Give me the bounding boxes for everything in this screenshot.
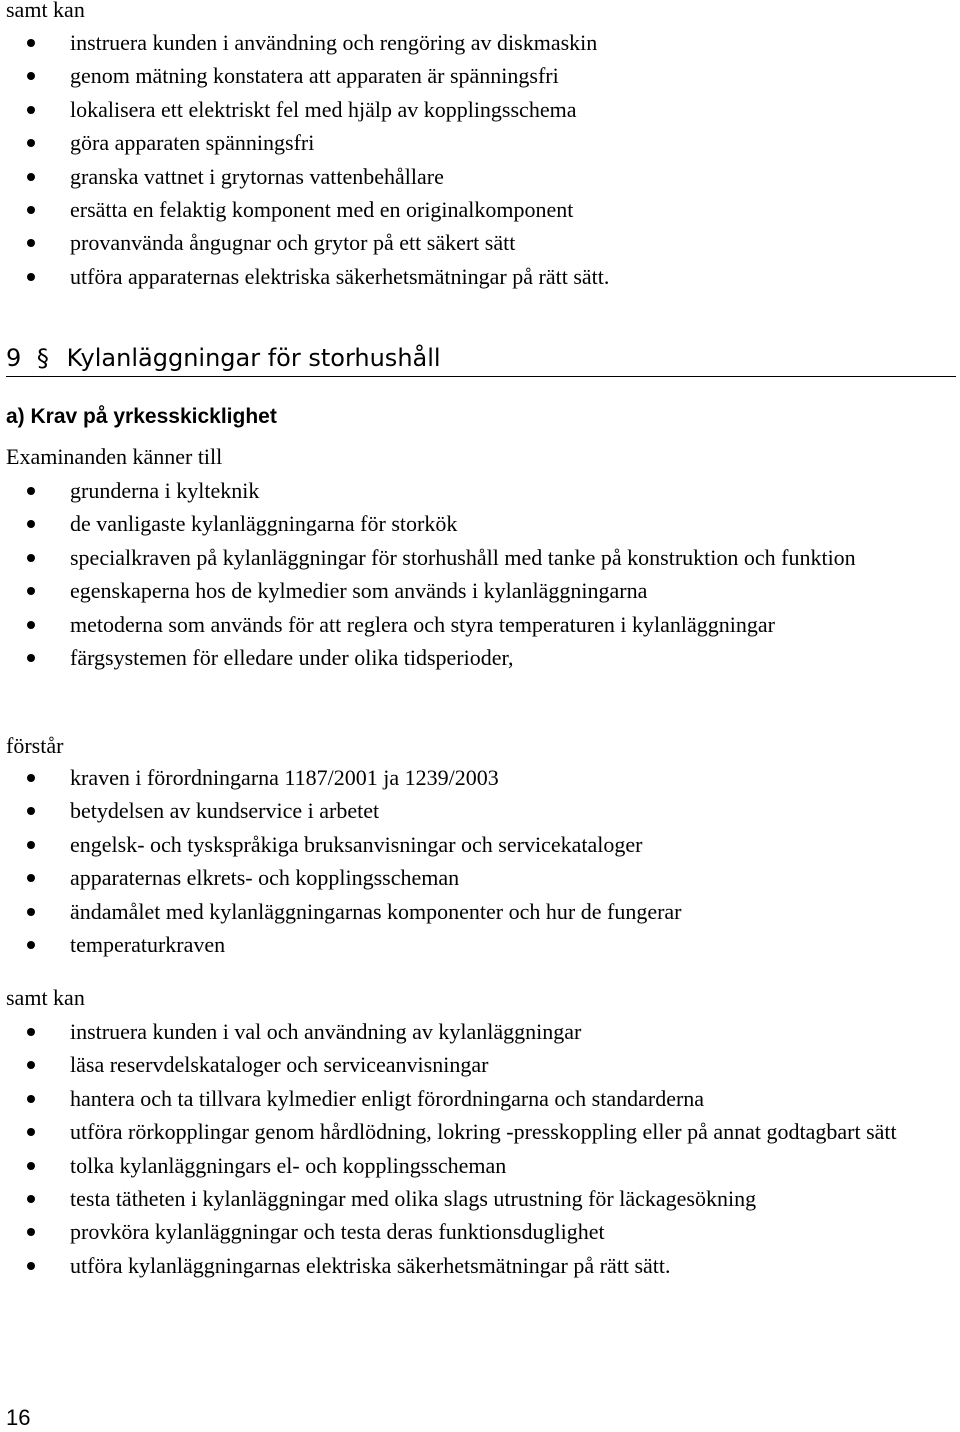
page-number: 16 [6, 1405, 31, 1430]
list-item: testa tätheten i kylanläggningar med olika slags utrustning för läckagesökning [0, 1184, 900, 1214]
list-item: engelsk- och tyskspråkiga bruksanvisningar och servicekataloger [0, 830, 900, 860]
list-item: kraven i förordningarna 1187/2001 ja 1239/2003 [0, 763, 900, 793]
list-item: utföra kylanläggningarnas elektriska säkerhetsmätningar på rätt sätt. [0, 1251, 900, 1281]
subheading: a) Krav på yrkesskicklighet [6, 405, 277, 428]
list-item: färgsystemen för elledare under olika tidsperioder, [0, 643, 900, 673]
bullet-list [0, 476, 900, 676]
section-heading [6, 340, 956, 377]
list-item: instruera kunden i val och användning av kylanläggningar [0, 1017, 900, 1047]
list-item: provköra kylanläggningar och testa deras funktionsduglighet [0, 1217, 900, 1247]
list-item: betydelsen av kundservice i arbetet [0, 796, 900, 826]
list-item: hantera och ta tillvara kylmedier enligt förordningarna och standarderna [0, 1084, 900, 1114]
list-item: utföra rörkopplingar genom hårdlödning, lokring -presskoppling eller på annat godtagbart sätt [0, 1117, 900, 1147]
paragraph-symbol: § [36, 344, 49, 372]
section-intro: förstår [6, 733, 64, 758]
list-item: de vanligaste kylanläggningarna för storkök [0, 509, 900, 539]
section-intro: Examinanden känner till [6, 444, 223, 469]
bullet-list [0, 763, 900, 963]
list-item: instruera kunden i användning och rengöring av diskmaskin [0, 28, 900, 58]
list-item: genom mätning konstatera att apparaten är spänningsfri [0, 61, 900, 91]
section-intro: samt kan [6, 0, 85, 22]
list-item: ändamålet med kylanläggningarnas komponenter och hur de fungerar [0, 897, 900, 927]
list-item: läsa reservdelskataloger och serviceanvisningar [0, 1050, 900, 1080]
list-item: ersätta en felaktig komponent med en originalkomponent [0, 195, 900, 225]
section-number: 9 [6, 344, 22, 372]
section-intro: samt kan [6, 985, 85, 1010]
list-item: tolka kylanläggningars el- och kopplingsscheman [0, 1151, 900, 1181]
list-item: utföra apparaternas elektriska säkerhetsmätningar på rätt sätt. [0, 262, 900, 292]
bullet-list [0, 28, 900, 295]
list-item: provanvända ångugnar och grytor på ett säkert sätt [0, 228, 900, 258]
list-item: grunderna i kylteknik [0, 476, 900, 506]
list-item: apparaternas elkrets- och kopplingsscheman [0, 863, 900, 893]
list-item: temperaturkraven [0, 930, 900, 960]
list-item: specialkraven på kylanläggningar för storhushåll med tanke på konstruktion och funktion [0, 543, 900, 573]
list-item: egenskaperna hos de kylmedier som används i kylanläggningarna [0, 576, 900, 606]
list-item: lokalisera ett elektriskt fel med hjälp av kopplingsschema [0, 95, 900, 125]
bullet-list [0, 1017, 900, 1284]
section-title: Kylanläggningar för storhushåll [66, 344, 441, 372]
list-item: granska vattnet i grytornas vattenbehållare [0, 162, 900, 192]
list-item: metoderna som används för att reglera och styra temperaturen i kylanläggningar [0, 610, 900, 640]
list-item: göra apparaten spänningsfri [0, 128, 900, 158]
